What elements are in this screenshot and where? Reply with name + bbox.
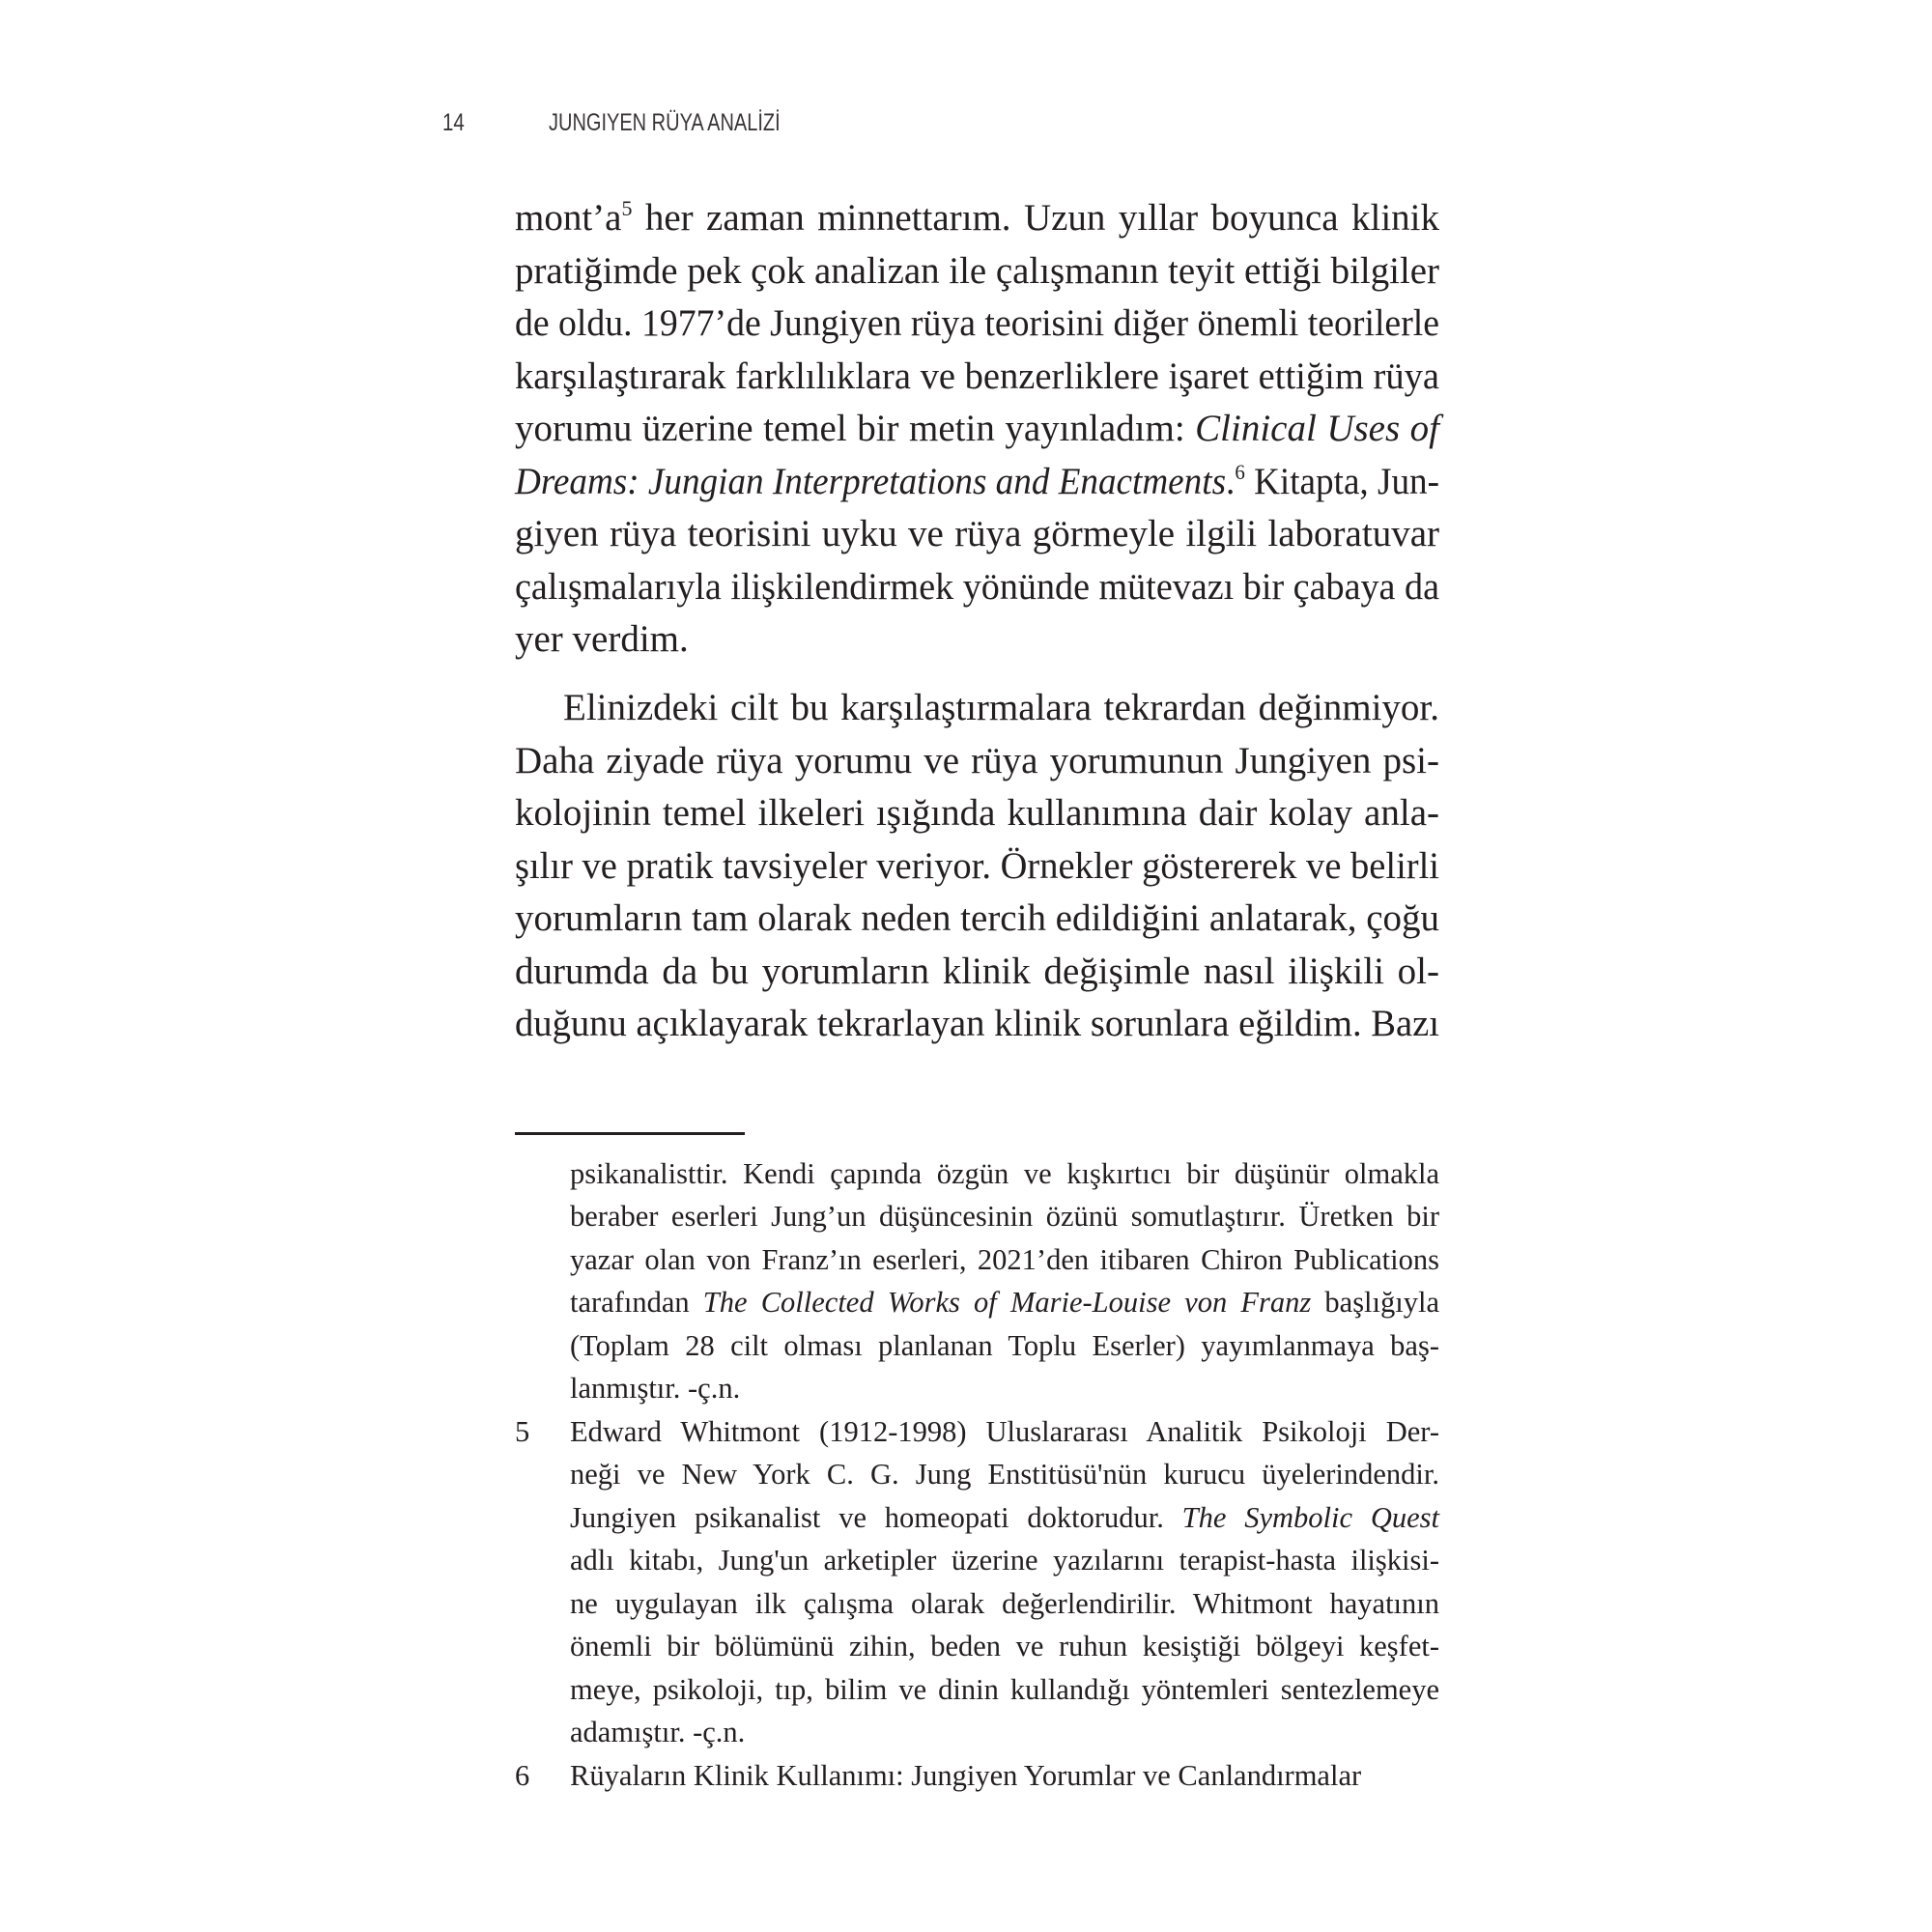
body-line [515, 460, 1439, 512]
footnote-line: ne uygulayan ilk çalışma olarak değerlendirilir. Whitmont hayatının [570, 1587, 1439, 1620]
line-text: başlığıyla [1311, 1286, 1439, 1319]
footnote-number-6: 6 [515, 1759, 530, 1792]
footnote-line: yazar olan von Franz’ın eserleri, 2021’den itibaren Chiron Publications [570, 1243, 1439, 1276]
line-text: mont’a [515, 197, 622, 239]
body-line: durumda da bu yorumların klinik değişimle nasıl ilişkili ol- [515, 951, 1439, 992]
footnote-line: (Toplam 28 cilt olması planlanan Toplu Eserler) yayımlanmaya baş- [570, 1329, 1439, 1362]
footnote-line: Rüyaların Klinik Kullanımı: Jungiyen Yorumlar ve Canlandırmalar [570, 1759, 1362, 1792]
body-line [515, 407, 1439, 459]
footnote-line: lanmıştır. -ç.n. [570, 1372, 741, 1405]
footnote-line: Edward Whitmont (1912-1998) Uluslararası Analitik Psikoloji Der- [570, 1415, 1439, 1448]
footnote-number-5: 5 [515, 1415, 530, 1448]
body-line: duğunu açıklayarak tekrarlayan klinik sorunlara eğildim. Bazı [515, 1003, 1439, 1044]
page-number: 14 [442, 109, 465, 136]
book-title-italic: Dreams: Jungian Interpretations and Enactments [515, 461, 1227, 502]
line-text: yorumu üzerine temel bir metin yayınladım: [515, 408, 1196, 449]
footnote-line [570, 1286, 1439, 1328]
body-line: de oldu. 1977’de Jungiyen rüya teorisini diğer önemli teorilerle [515, 302, 1439, 344]
footnote-line: psikanalisttir. Kendi çapında özgün ve kışkırtıcı bir düşünür olmakla [570, 1157, 1439, 1190]
body-line: karşılaştırarak farklılıklara ve benzerliklere işaret ettiğim rüya [515, 355, 1439, 397]
footnote-line: beraber eserleri Jung’un düşüncesinin özünü somutlaştırır. Üretken bir [570, 1200, 1439, 1233]
body-line: çalışmalarıyla ilişkilendirmek yönünde mütevazı bir çabaya da [515, 566, 1439, 608]
body-line: pratiğimde pek çok analizan ile çalışmanın teyit ettiği bilgiler [515, 250, 1439, 292]
line-text: Kitapta, Jun- [1244, 461, 1439, 502]
footnote-ref-6[interactable]: 6 [1235, 460, 1245, 484]
line-text: Jungiyen psikanalist ve homeopati doktorudur. [570, 1501, 1182, 1534]
footnote-line [570, 1501, 1439, 1544]
body-line: giyen rüya teorisini uyku ve rüya görmeyle ilgili laboratuvar [515, 513, 1439, 554]
footnote-line: neği ve New York C. G. Jung Enstitüsü'nün kurucu üyelerindendir. [570, 1458, 1439, 1491]
body-line: şılır ve pratik tavsiyeler veriyor. Örnekler göstererek ve belirli [515, 845, 1439, 887]
line-text: her zaman minnettarım. Uzun yıllar boyunca klinik [632, 197, 1439, 239]
footnote-separator [515, 1132, 745, 1135]
body-line: yer verdim. [515, 618, 689, 660]
footnote-line: adlı kitabı, Jung'un arketipler üzerine yazılarını terapist-hasta ilişkisi- [570, 1544, 1439, 1577]
line-text: . [1226, 461, 1236, 502]
book-title-italic: The Collected Works of Marie-Louise von Franz [702, 1286, 1312, 1319]
body-line: kolojinin temel ilkeleri ışığında kullanımına dair kolay anla- [515, 792, 1439, 834]
running-header [0, 109, 1932, 148]
running-title: JUNGIYEN RÜYA ANALİZİ [549, 109, 781, 136]
book-title-italic: Clinical Uses of [1195, 408, 1439, 449]
body-line: Elinizdeki cilt bu karşılaştırmalara tekrardan değinmiyor. [563, 687, 1439, 728]
line-text: tarafından [570, 1286, 703, 1319]
book-title-italic: The Symbolic Quest [1181, 1501, 1439, 1534]
footnote-line: adamıştır. -ç.n. [570, 1716, 746, 1748]
body-line [515, 196, 1439, 248]
body-line: Daha ziyade rüya yorumu ve rüya yorumunun Jungiyen psi- [515, 740, 1439, 781]
footnote-line: meye, psikoloji, tıp, bilim ve dinin kullandığı yöntemleri sentezlemeye [570, 1673, 1439, 1706]
footnote-ref-5[interactable]: 5 [621, 196, 633, 220]
body-line: yorumların tam olarak neden tercih edildiğini anlatarak, çoğu [515, 897, 1439, 939]
footnote-line: önemli bir bölümünü zihin, beden ve ruhun kesiştiği bölgeyi keşfet- [570, 1630, 1439, 1662]
